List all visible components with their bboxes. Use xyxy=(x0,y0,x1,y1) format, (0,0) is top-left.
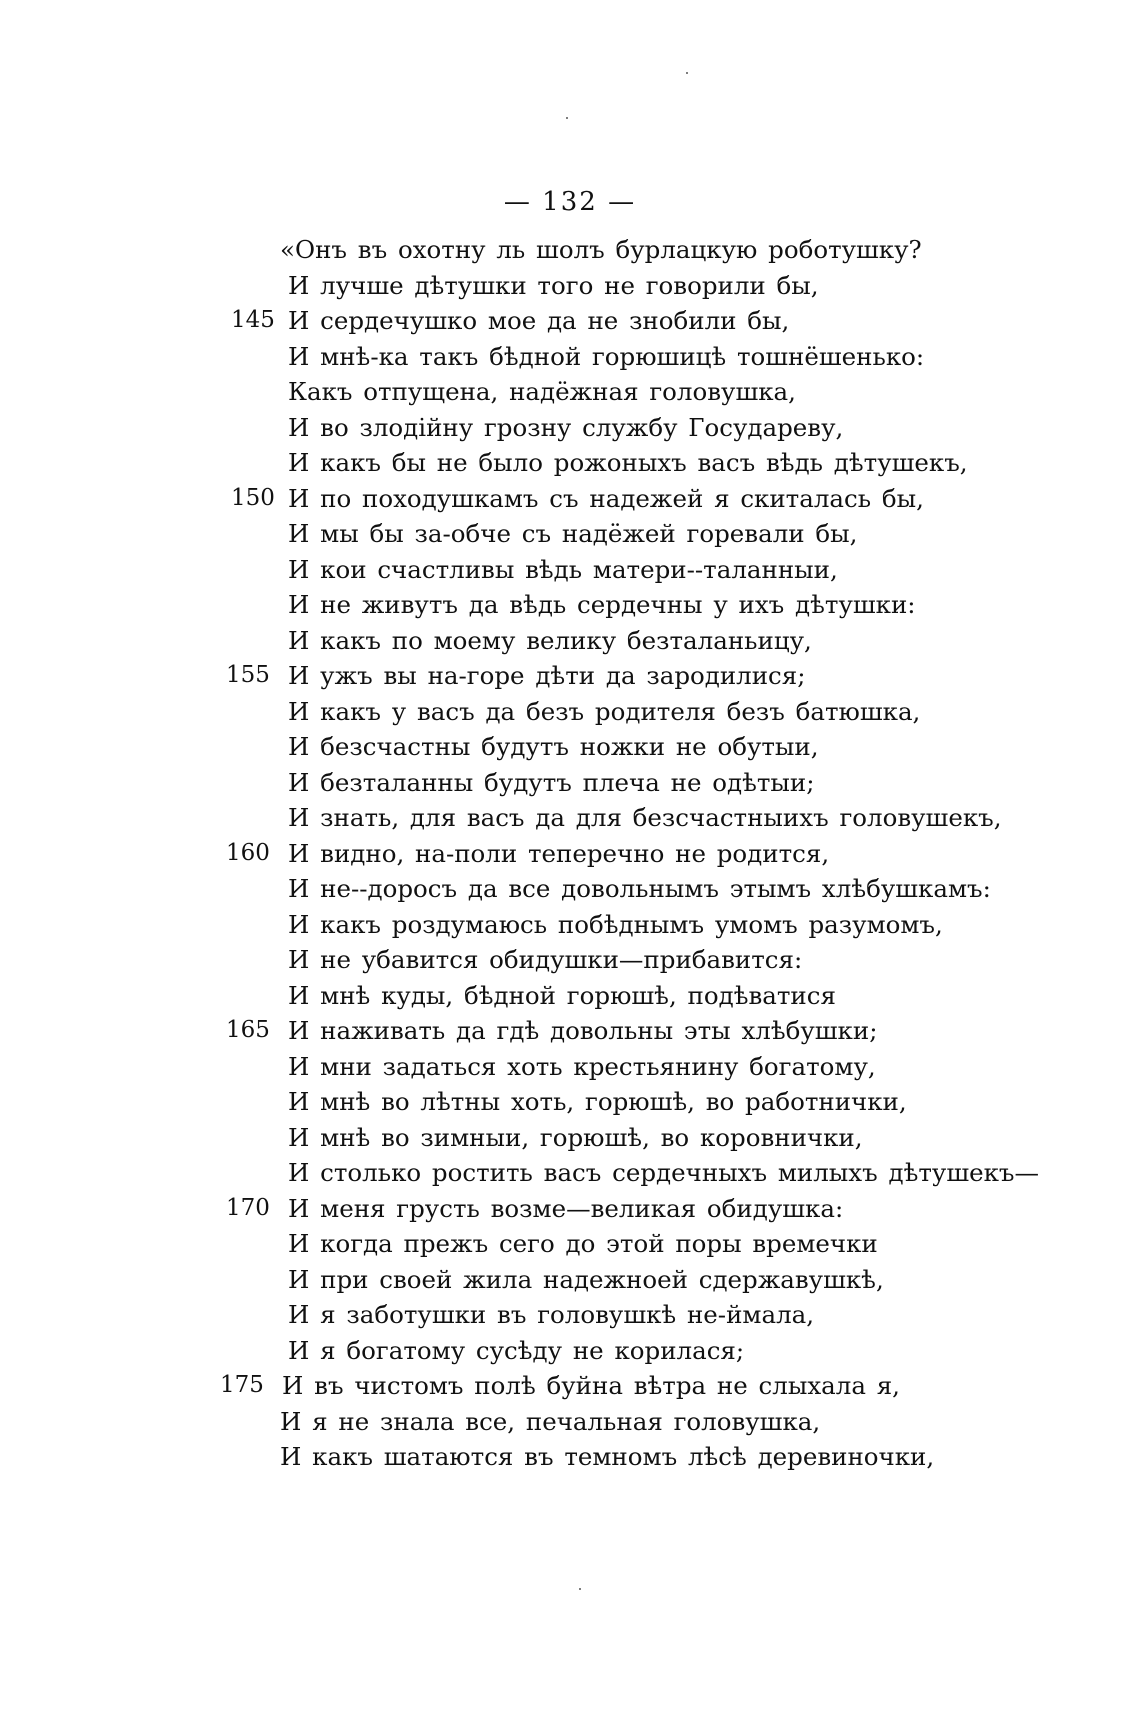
line-number: 150 xyxy=(231,484,275,511)
line-text: И во злодійну грозну службу Государеву, xyxy=(288,412,844,442)
line-text: И сердечушко мое да не знобили бы, xyxy=(288,306,790,335)
line-text: И знать, для васъ да для безсчастныихъ головушекъ, xyxy=(288,803,1002,832)
line-text: Какъ отпущена, надёжная головушка, xyxy=(288,377,796,406)
ink-speck xyxy=(566,117,568,119)
line-number: 175 xyxy=(220,1372,264,1398)
poem-line xyxy=(0,552,1140,588)
line-number: 165 xyxy=(226,1017,270,1043)
poem-line xyxy=(0,694,1140,730)
poem-line xyxy=(0,1297,1140,1333)
ink-speck xyxy=(579,1588,581,1590)
ink-speck xyxy=(686,72,688,74)
poem-line xyxy=(0,836,1140,872)
line-number: 160 xyxy=(226,839,270,866)
poem-line xyxy=(0,374,1140,410)
poem-line xyxy=(0,1013,1140,1049)
poem-line xyxy=(0,871,1140,907)
poem-line xyxy=(0,1084,1140,1120)
line-text: И не--доросъ да все довольнымъ этымъ хлѣбушкамъ: xyxy=(288,874,991,903)
poem-line xyxy=(0,232,1140,268)
line-text: И безсчастны будутъ ножки не обутыи, xyxy=(288,732,819,761)
line-text: И видно, на-поли теперечно не родится, xyxy=(288,838,830,868)
line-text: И какъ шатаются въ темномъ лѣсѣ деревиночки, xyxy=(280,1442,935,1471)
poem-line xyxy=(0,658,1140,694)
poem-text xyxy=(0,232,1140,1475)
poem-line xyxy=(0,907,1140,943)
poem-line xyxy=(0,1120,1140,1156)
line-text: И мнѣ во лѣтны хоть, горюшѣ, во работнички, xyxy=(288,1087,907,1116)
line-text: И мнѣ во зимныи, горюшѣ, во коровнички, xyxy=(288,1122,863,1152)
poem-line xyxy=(0,942,1140,978)
line-text: И въ чистомъ полѣ буйна вѣтра не слыхала я, xyxy=(282,1371,900,1400)
poem-line xyxy=(0,1404,1140,1440)
line-text: И кои счастливы вѣдь матери--таланныи, xyxy=(288,554,838,584)
line-text: И мнѣ-ка такъ бѣдной горюшицѣ тошнёшенько: xyxy=(288,341,925,371)
poem-line xyxy=(0,303,1140,339)
poem-line xyxy=(0,445,1140,481)
poem-line xyxy=(0,268,1140,304)
line-text: И меня грусть возме—великая обидушка: xyxy=(288,1193,844,1223)
line-text: И мнѣ куды, бѣдной горюшѣ, подѣватися xyxy=(288,980,836,1010)
line-text: И по походушкамъ съ надежей я скиталась бы, xyxy=(288,483,924,513)
line-text: И столько ростить васъ сердечныхъ милыхъ дѣтушекъ— xyxy=(288,1158,1040,1187)
poem-line xyxy=(0,1262,1140,1298)
poem-line xyxy=(0,1226,1140,1262)
poem-line xyxy=(0,1049,1140,1085)
line-text: И не живутъ да вѣдь сердечны у ихъ дѣтушки: xyxy=(288,590,916,619)
poem-line xyxy=(0,410,1140,446)
line-text: И я не знала все, печальная головушка, xyxy=(280,1406,821,1436)
poem-line xyxy=(0,623,1140,659)
poem-line xyxy=(0,516,1140,552)
line-text: И когда прежъ сего до этой поры времечки xyxy=(288,1229,878,1258)
line-text: И какъ бы не было рожоныхъ васъ вѣдь дѣтушекъ, xyxy=(288,448,968,477)
poem-line xyxy=(0,978,1140,1014)
line-number: 170 xyxy=(226,1194,270,1221)
line-text: И безталанны будутъ плеча не одѣтыи; xyxy=(288,767,815,797)
line-text: И я заботушки въ головушкѣ не-ймала, xyxy=(288,1300,815,1329)
poem-line xyxy=(0,800,1140,836)
poem-line xyxy=(0,1191,1140,1227)
line-text: И не убавится обидушки—прибавится: xyxy=(288,945,803,974)
poem-line xyxy=(0,1368,1140,1404)
poem-line xyxy=(0,765,1140,801)
line-text: И какъ по моему велику безталаньицу, xyxy=(288,625,812,655)
line-text: И наживать да гдѣ довольны эты хлѣбушки; xyxy=(288,1016,878,1045)
line-text: И лучше дѣтушки того не говорили бы, xyxy=(288,270,819,300)
line-text: И мни задаться хоть крестьянину богатому, xyxy=(288,1051,876,1081)
line-text: И ужъ вы на-горе дѣти да зародилися; xyxy=(288,661,806,690)
line-text: И какъ у васъ да безъ родителя безъ батюшка, xyxy=(288,696,921,726)
line-number: 155 xyxy=(226,662,270,688)
poem-line xyxy=(0,1155,1140,1191)
line-text: И при своей жила надежноей сдержавушкѣ, xyxy=(288,1264,884,1294)
poem-line xyxy=(0,1333,1140,1369)
poem-line xyxy=(0,481,1140,517)
poem-line xyxy=(0,339,1140,375)
line-text: И я богатому сусѣду не корилася; xyxy=(288,1335,745,1365)
poem-line xyxy=(0,1439,1140,1475)
poem-line xyxy=(0,587,1140,623)
line-text: И мы бы за-обче съ надёжей горевали бы, xyxy=(288,519,858,548)
poem-line xyxy=(0,729,1140,765)
line-text: И какъ роздумаюсь побѣднымъ умомъ разумомъ, xyxy=(288,909,943,939)
line-text: «Онъ въ охотну ль шолъ бурлацкую роботушку? xyxy=(280,235,922,264)
page-number: — 132 — xyxy=(503,187,637,217)
line-number: 145 xyxy=(231,307,275,333)
